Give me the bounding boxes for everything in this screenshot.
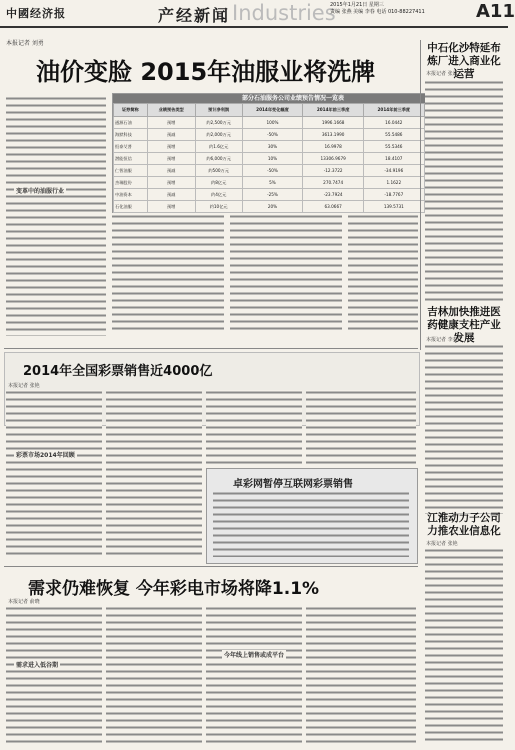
table-cell: 海默科技 <box>114 129 148 141</box>
table-row <box>114 201 473 213</box>
table-cell: 100% <box>242 117 303 129</box>
lottery-headline: 2014年全国彩票销售近4000亿 <box>23 364 213 379</box>
col-header: 2014年前三季度 <box>363 104 424 117</box>
side-headline: 江淮动力子公司力推农业信息化 <box>427 512 501 537</box>
bottom-byline: 本报记者 俞晓 <box>8 599 40 605</box>
article-column <box>348 214 418 334</box>
table-title: 部分石油服务公司业绩预告情况一览表 <box>113 94 473 103</box>
page-number: A11 <box>476 1 515 22</box>
article-column <box>6 606 102 746</box>
lottery-byline: 本报记者 张艳 <box>8 383 40 389</box>
side-byline: 本报记者 李春 <box>426 337 458 343</box>
table-cell: 预增 <box>147 117 195 129</box>
section-subhead: 需求进入低谷期 <box>16 662 59 669</box>
box-headline: 卓彩网暂停互联网彩票销售 <box>233 479 353 490</box>
table-cell: -50% <box>242 129 303 141</box>
col-header: 业绩预告类型 <box>147 104 195 117</box>
table-cell: 预增 <box>147 177 195 189</box>
article-column <box>112 214 224 334</box>
article-column <box>425 344 503 514</box>
box-text <box>213 491 409 557</box>
table-cell: 杰瑞股份 <box>114 177 148 189</box>
section-name-en: Industries <box>232 1 336 25</box>
side-byline: 本报记者 张霖 <box>426 71 458 77</box>
table-row <box>114 165 473 177</box>
table-cell: 预增 <box>147 141 195 153</box>
reporter-byline: 本报记者 刘勇 <box>6 40 44 47</box>
table-cell: 55.5486 <box>363 129 424 141</box>
article-column <box>6 390 102 556</box>
table-cell: -18.7767 <box>363 189 424 201</box>
table-cell: 约2,000万元 <box>195 129 242 141</box>
editor-info: 责编 张燕 美编 李春 电话 010-88227411 <box>330 9 425 15</box>
table-cell: 石化油服 <box>114 201 148 213</box>
column-divider <box>420 40 421 350</box>
table-cell: 约4亿元 <box>195 189 242 201</box>
article-column <box>230 214 342 334</box>
article-column <box>425 80 503 302</box>
table-cell: 5% <box>242 177 303 189</box>
article-column <box>106 606 202 746</box>
table-cell: 约10亿元 <box>195 201 242 213</box>
table-cell: 仁智油服 <box>114 165 148 177</box>
table-cell: 恒泰艾普 <box>114 141 148 153</box>
col-header: 2014年变化幅度 <box>242 104 303 117</box>
table-row <box>114 117 473 129</box>
section-subhead: 变革中的油服行业 <box>16 188 65 195</box>
main-headline: 油价变脸 2015年油服业将洗牌 <box>36 58 376 86</box>
featured-box <box>206 468 418 564</box>
table-cell: 中油资本 <box>114 189 148 201</box>
table-cell: 1996.1668 <box>303 117 364 129</box>
table-cell: 13306.9679 <box>303 153 364 165</box>
article-column <box>206 606 302 746</box>
article-column <box>425 548 503 744</box>
section-subhead: 今年线上销售或成平台 <box>224 652 285 659</box>
table-cell: 通源石油 <box>114 117 148 129</box>
section-divider <box>4 566 418 567</box>
newspaper-logo: 中國经济报 <box>6 7 66 20</box>
table-cell: 约2,500万元 <box>195 117 242 129</box>
table-cell: 270.7474 <box>303 177 364 189</box>
article-column <box>106 390 202 556</box>
side-byline: 本报记者 张艳 <box>426 541 458 547</box>
table-cell: 55.5346 <box>363 141 424 153</box>
table-row <box>114 129 473 141</box>
table-cell: 63.0667 <box>303 201 364 213</box>
table-cell: -25% <box>242 189 303 201</box>
article-column <box>206 390 302 464</box>
section-subhead: 彩票市场2014年回顾 <box>16 452 75 459</box>
table-cell: 1.1622 <box>363 177 424 189</box>
issue-date: 2015年1月21日 星期三 <box>330 2 384 8</box>
table-cell: 18.4107 <box>363 153 424 165</box>
masthead <box>0 0 515 28</box>
table-cell: 约8亿元 <box>195 177 242 189</box>
table-cell: -50% <box>242 165 303 177</box>
table-cell: -23.7924 <box>303 189 364 201</box>
table-header-row <box>114 104 473 117</box>
table-row <box>114 153 473 165</box>
table-cell: 约500万元 <box>195 165 242 177</box>
table-row <box>114 141 473 153</box>
table-cell: 3613.1990 <box>303 129 364 141</box>
issue-info <box>330 2 470 16</box>
table-cell: 30% <box>242 141 303 153</box>
article-column <box>6 96 106 336</box>
table-cell: 139.5731 <box>363 201 424 213</box>
col-header: 预计净利润 <box>195 104 242 117</box>
bottom-headline: 需求仍难恢复 今年彩电市场将降1.1% <box>28 579 320 599</box>
table-cell: 潜能恒信 <box>114 153 148 165</box>
table-cell: 约6,000万元 <box>195 153 242 165</box>
table-cell: 预减 <box>147 129 195 141</box>
section-divider <box>4 348 418 349</box>
col-header: 2014年前三季度 <box>303 104 364 117</box>
table-cell: 预减 <box>147 165 195 177</box>
article-column <box>306 606 416 746</box>
table-cell: 预增 <box>147 201 195 213</box>
table <box>113 103 473 213</box>
table-cell: -34.9196 <box>363 165 424 177</box>
table-cell: 16.9978 <box>303 141 364 153</box>
col-header: 证券简称 <box>114 104 148 117</box>
table-cell: 16.0442 <box>363 117 424 129</box>
table-cell: 约1.6亿元 <box>195 141 242 153</box>
table-cell: 20% <box>242 201 303 213</box>
table-cell: -12.3722 <box>303 165 364 177</box>
section-name: 产经新闻 <box>158 6 231 25</box>
side-headline: 中石化沙特延布炼厂进入商业化运营 <box>427 42 501 80</box>
table-row <box>114 177 473 189</box>
table-row <box>114 189 473 201</box>
table-cell: 预减 <box>147 189 195 201</box>
article-column <box>306 390 416 464</box>
side-headline: 吉林加快推进医药健康支柱产业发展 <box>427 306 501 344</box>
table-cell: 10% <box>242 153 303 165</box>
table-cell: 预增 <box>147 153 195 165</box>
